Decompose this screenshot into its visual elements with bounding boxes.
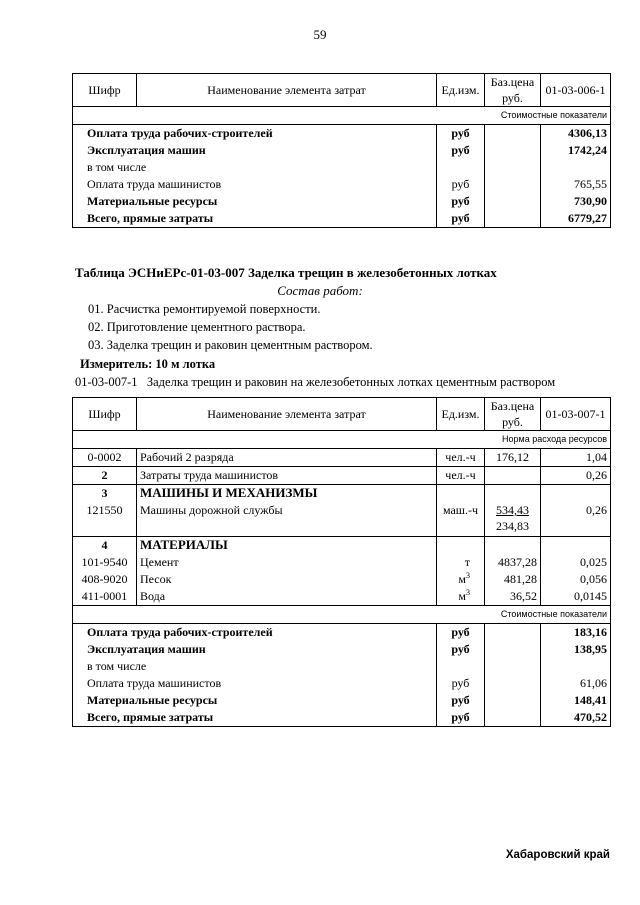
header-code: Шифр xyxy=(73,398,137,431)
row-unit: руб xyxy=(437,142,485,159)
header-unit: Ед.изм. xyxy=(437,74,485,107)
table-row xyxy=(73,193,611,210)
row-value: 1,04 xyxy=(541,449,611,467)
unit-exponent: 3 xyxy=(466,571,470,580)
row-price-line1: 534,43 xyxy=(496,503,529,517)
section-row xyxy=(73,431,611,449)
row-price xyxy=(485,537,541,555)
row-unit: руб xyxy=(437,176,485,193)
row-price xyxy=(485,467,541,485)
row-unit: чел.-ч xyxy=(437,467,485,485)
row-value: 6779,27 xyxy=(541,210,611,228)
row-name: Рабочий 2 разряда xyxy=(137,449,437,467)
unit-base: м xyxy=(458,589,466,603)
header-price: Баз.цена руб. xyxy=(485,398,541,431)
row-value: 148,41 xyxy=(541,692,611,709)
table-row xyxy=(73,485,611,503)
row-code: 3 xyxy=(73,485,137,503)
row-value: 0,056 xyxy=(541,571,611,588)
row-name: Вода xyxy=(137,588,437,606)
row-unit: руб xyxy=(437,624,485,642)
section-label: Стоимостные показатели xyxy=(73,107,611,125)
works-heading: Состав работ: xyxy=(277,283,363,298)
row-name: Оплата труда машинистов xyxy=(73,675,437,692)
row-name: в том числе xyxy=(73,159,437,176)
row-name: МАШИНЫ И МЕХАНИЗМЫ xyxy=(137,485,437,503)
row-name: Оплата труда рабочих-строителей xyxy=(73,125,437,143)
header-code: Шифр xyxy=(73,74,137,107)
measure-unit: Измеритель: 10 м лотка xyxy=(80,357,216,371)
row-price: 4837,28 xyxy=(485,554,541,571)
row-code: 408-9020 xyxy=(73,571,137,588)
table-row xyxy=(73,571,611,588)
row-value: 138,95 xyxy=(541,641,611,658)
work-item: 03. Заделка трещин и раковин цементным раствором. xyxy=(88,338,373,352)
row-value: 0,025 xyxy=(541,554,611,571)
row-value xyxy=(541,537,611,555)
table-row xyxy=(73,692,611,709)
table-row xyxy=(73,210,611,228)
row-value: 470,52 xyxy=(541,709,611,727)
header-ref: 01-03-007-1 xyxy=(541,398,611,431)
row-name: Всего, прямые затраты xyxy=(73,709,437,727)
row-price xyxy=(485,142,541,159)
row-unit: маш.-ч xyxy=(437,502,485,537)
footer-region: Хабаровский край xyxy=(505,849,610,861)
header-unit: Ед.изм. xyxy=(437,398,485,431)
item-text: Заделка трещин и раковин на железобетонных лотках цементным раствором xyxy=(146,375,556,389)
row-unit: чел.-ч xyxy=(437,449,485,467)
cost-table-1 xyxy=(72,73,611,228)
table-row xyxy=(73,658,611,675)
table-row xyxy=(73,142,611,159)
table-row xyxy=(73,159,611,176)
table-row xyxy=(73,176,611,193)
row-price xyxy=(485,502,541,537)
row-price xyxy=(485,485,541,503)
row-price xyxy=(485,675,541,692)
row-price xyxy=(485,176,541,193)
row-name: Материальные ресурсы xyxy=(73,193,437,210)
header-name: Наименование элемента затрат xyxy=(137,398,437,431)
row-value xyxy=(541,485,611,503)
table-title: Таблица ЭСНиЕРс-01-03-007 Заделка трещин в железобетонных лотках xyxy=(75,265,497,280)
row-price: 176,12 xyxy=(485,449,541,467)
item-code: 01-03-007-1 xyxy=(75,375,138,389)
work-item: 02. Приготовление цементного раствора. xyxy=(88,320,306,334)
row-unit xyxy=(437,537,485,555)
unit-exponent: 3 xyxy=(466,588,470,597)
table-row xyxy=(73,588,611,606)
row-value: 183,16 xyxy=(541,624,611,642)
table-row xyxy=(73,709,611,727)
row-name: в том числе xyxy=(73,658,437,675)
section-row xyxy=(73,606,611,624)
row-value xyxy=(541,159,611,176)
section-label: Норма расхода ресурсов xyxy=(73,431,611,449)
row-price xyxy=(485,692,541,709)
unit-base: м xyxy=(458,572,466,586)
row-name: Цемент xyxy=(137,554,437,571)
row-name: Эксплуатация машин xyxy=(73,641,437,658)
row-unit xyxy=(437,571,485,588)
row-price xyxy=(485,709,541,727)
row-unit: руб xyxy=(437,193,485,210)
row-value: 1742,24 xyxy=(541,142,611,159)
row-price: 481,28 xyxy=(485,571,541,588)
row-value: 0,26 xyxy=(541,502,611,537)
work-item: 01. Расчистка ремонтируемой поверхности. xyxy=(88,302,321,316)
table-row xyxy=(73,675,611,692)
norm-table-2 xyxy=(72,397,611,727)
table-row xyxy=(73,641,611,658)
row-price xyxy=(485,641,541,658)
row-name: Оплата труда рабочих-строителей xyxy=(73,624,437,642)
row-unit xyxy=(437,485,485,503)
table-row xyxy=(73,624,611,642)
page-number: 59 xyxy=(313,27,327,42)
row-value xyxy=(541,658,611,675)
row-unit: руб xyxy=(437,692,485,709)
table-row xyxy=(73,467,611,485)
table-row xyxy=(73,502,611,537)
row-value: 730,90 xyxy=(541,193,611,210)
table-row xyxy=(73,449,611,467)
table-header xyxy=(73,398,611,431)
row-price xyxy=(485,125,541,143)
row-unit: руб xyxy=(437,675,485,692)
row-unit xyxy=(437,159,485,176)
table-row xyxy=(73,537,611,555)
item-description xyxy=(75,375,555,390)
row-price xyxy=(485,210,541,228)
row-unit xyxy=(437,588,485,606)
row-value: 0,26 xyxy=(541,467,611,485)
row-unit: руб xyxy=(437,709,485,727)
row-price: 36,52 xyxy=(485,588,541,606)
row-value: 4306,13 xyxy=(541,125,611,143)
row-unit xyxy=(437,658,485,675)
row-value: 765,55 xyxy=(541,176,611,193)
row-value: 0,0145 xyxy=(541,588,611,606)
section-label: Стоимостные показатели xyxy=(73,606,611,624)
section-row xyxy=(73,107,611,125)
header-name: Наименование элемента затрат xyxy=(137,74,437,107)
header-price: Баз.цена руб. xyxy=(485,74,541,107)
row-code: 2 xyxy=(73,467,137,485)
row-price-line2: 234,83 xyxy=(496,519,529,533)
row-unit: руб xyxy=(437,125,485,143)
table-row xyxy=(73,554,611,571)
row-unit: т xyxy=(437,554,485,571)
row-name: Эксплуатация машин xyxy=(73,142,437,159)
row-name: Затраты труда машинистов xyxy=(137,467,437,485)
header-ref: 01-03-006-1 xyxy=(541,74,611,107)
row-value: 61,06 xyxy=(541,675,611,692)
row-name: Песок xyxy=(137,571,437,588)
row-name: Материальные ресурсы xyxy=(73,692,437,709)
row-unit: руб xyxy=(437,641,485,658)
table-row xyxy=(73,125,611,143)
row-price xyxy=(485,624,541,642)
row-price xyxy=(485,159,541,176)
table-header xyxy=(73,74,611,107)
row-unit: руб xyxy=(437,210,485,228)
row-code: 4 xyxy=(73,537,137,555)
row-name: МАТЕРИАЛЫ xyxy=(137,537,437,555)
row-code: 0-0002 xyxy=(73,449,137,467)
row-name: Машины дорожной службы xyxy=(137,502,437,537)
row-name: Оплата труда машинистов xyxy=(73,176,437,193)
row-price xyxy=(485,193,541,210)
row-name: Всего, прямые затраты xyxy=(73,210,437,228)
row-code: 101-9540 xyxy=(73,554,137,571)
row-price xyxy=(485,658,541,675)
row-code: 411-0001 xyxy=(73,588,137,606)
row-code: 121550 xyxy=(73,502,137,537)
